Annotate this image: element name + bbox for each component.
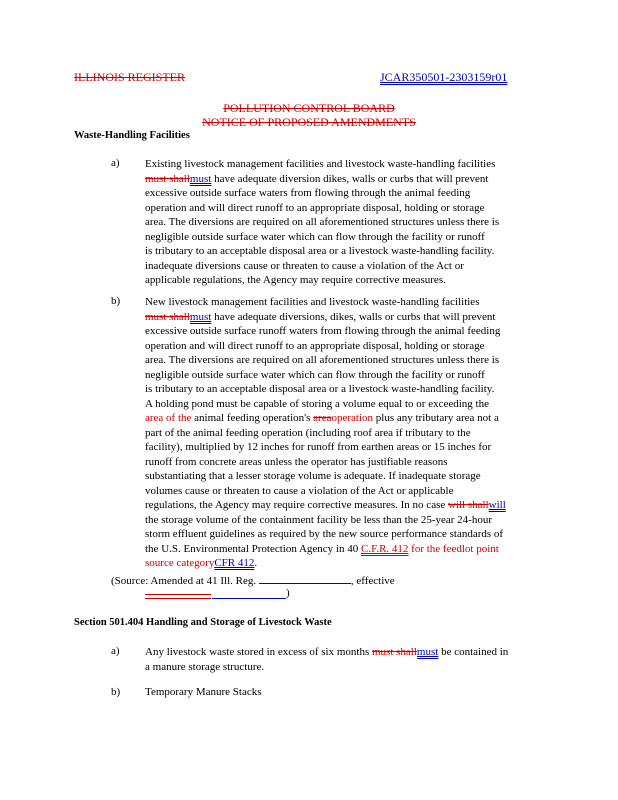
source-note — [111, 573, 395, 587]
para-b-line: storm effluent guidelines as required by the new source performance standards of — [145, 528, 504, 540]
reg-blank — [259, 573, 351, 584]
inserted-text: must — [189, 310, 212, 323]
para-a-line: negligible outside surface water which can flow through the facility or runoff — [145, 230, 485, 243]
jcar-number: JCAR350501-2303159r01 — [380, 70, 508, 84]
item-b-label: b) — [111, 686, 121, 698]
para-b-text: the U.S. Environmental Protection Agency in 40 — [145, 542, 361, 555]
board-title: POLLUTION CONTROL BOARD — [223, 101, 395, 115]
section2-a-line — [145, 645, 577, 660]
para-b-line — [145, 498, 577, 513]
para-b-line: area. The diversions are required on all aforementioned structures unless there is — [145, 354, 500, 366]
inserted-text: CFR 412 — [214, 557, 255, 569]
para-b-text: animal feeding operation's — [191, 412, 314, 424]
effective-blank-red — [145, 594, 211, 595]
red-inserted-text: C.F.R. 412 — [361, 542, 409, 555]
para-a-line: area. The diversions are required on all aforementioned structures unless there is — [145, 216, 500, 228]
para-b-line: operation and will direct runoff to an appropriate disposal, holding or storage — [145, 339, 485, 352]
para-a-line: excessive outside surface waters from flowing through the animal feeding — [145, 187, 471, 199]
para-b-line: the storage volume of the containment facility be less than the 25-year 24-hour — [145, 513, 492, 526]
para-b-line: part of the animal feeding operation (including roof area if tributary to the — [145, 426, 471, 439]
para-a-line: is tributary to an acceptable disposal area or a livestock waste-handling facility. — [145, 245, 495, 257]
para-b-line: substantiating that a lesser storage volume is adequate. If inadequate storage — [145, 470, 481, 482]
para-b-line: A holding pond must be capable of storing a volume equal to or exceeding the — [145, 397, 489, 410]
inserted-text: must — [189, 172, 212, 185]
para-b-line: excessive outside surface runoff waters from flowing through the animal feeding — [145, 325, 501, 337]
para-b-line — [145, 542, 577, 557]
red-inserted-text: area of the — [145, 412, 192, 424]
item-b-label: b) — [111, 295, 121, 307]
red-inserted-text: source category — [145, 557, 215, 569]
para-b-text: have adequate diversions, dikes, walls or curbs that will prevent — [211, 310, 496, 323]
section2-text: be contained in — [438, 646, 509, 658]
para-a-line: Existing livestock management facilities and livestock waste-handling facilities — [145, 158, 496, 170]
para-b-text: regulations, the Agency may require corrective measures. In no case — [145, 499, 448, 511]
deleted-text: must shall — [372, 646, 417, 658]
effective-blank-red — [145, 598, 211, 599]
source-close: ) — [286, 587, 290, 599]
para-b-line: runoff from concrete areas unless the operator has justifiable reasons — [145, 455, 448, 468]
para-b-line: is tributary to an acceptable disposal area or a livestock waste-handling facility. — [145, 383, 495, 395]
para-b-line: volumes cause or threaten to cause a violation of the Act or applicable — [145, 484, 454, 497]
deleted-text: will shall — [448, 499, 489, 511]
red-inserted-text: for the feedlot point — [408, 542, 499, 555]
para-a-line: inadequate diversions cause or threaten to cause a violation of the Act or — [145, 259, 464, 272]
para-a-line: applicable regulations, the Agency may require corrective measures. — [145, 274, 446, 286]
inserted-text: must — [416, 646, 439, 658]
item-a-label: a) — [111, 157, 120, 169]
notice-title: NOTICE OF PROPOSED AMENDMENTS — [202, 115, 416, 129]
para-b-line — [145, 556, 577, 571]
para-a-text: have adequate diversion dikes, walls or curbs that will prevent — [211, 172, 489, 185]
para-b-line: negligible outside surface water which can flow through the facility or runoff — [145, 368, 485, 381]
section2-a-line: a manure storage structure. — [145, 660, 265, 673]
section2-item-b: Temporary Manure Stacks — [145, 686, 262, 698]
para-b-line: New livestock management facilities and livestock waste-handling facilities — [145, 296, 480, 308]
paragraph-a — [145, 157, 577, 288]
para-b-text: plus any tributary area not a — [373, 412, 499, 424]
item-a-label: a) — [111, 645, 120, 657]
deleted-text: must shall — [145, 310, 190, 323]
section2-item-a — [145, 645, 577, 674]
deleted-text: must shall — [145, 172, 190, 185]
para-b-line — [145, 411, 577, 426]
para-a-line — [145, 172, 577, 187]
source-text: , effective — [350, 575, 395, 587]
register-header: ILLINOIS REGISTER — [74, 70, 185, 84]
effective-blank-blue — [212, 598, 286, 599]
section2-text: Any livestock waste stored in excess of six months — [145, 646, 372, 658]
paragraph-b — [145, 295, 577, 571]
deleted-text: area — [313, 412, 332, 424]
para-b-line — [145, 310, 577, 325]
para-b-line: facility), multiplied by 12 inches for runoff from earthen areas or 15 inches for — [145, 441, 492, 453]
para-a-line: operation and will direct runoff to an appropriate disposal, holding or storage — [145, 201, 485, 214]
section-heading: Waste-Handling Facilities — [74, 130, 190, 141]
inserted-text: will — [488, 499, 506, 511]
source-text: (Source: Amended at 41 Ill. Reg. — [111, 575, 259, 587]
section-501-404-heading: Section 501.404 Handling and Storage of Livestock Waste — [74, 617, 332, 628]
red-inserted-text: operation — [331, 412, 374, 424]
para-b-text: . — [254, 557, 258, 569]
